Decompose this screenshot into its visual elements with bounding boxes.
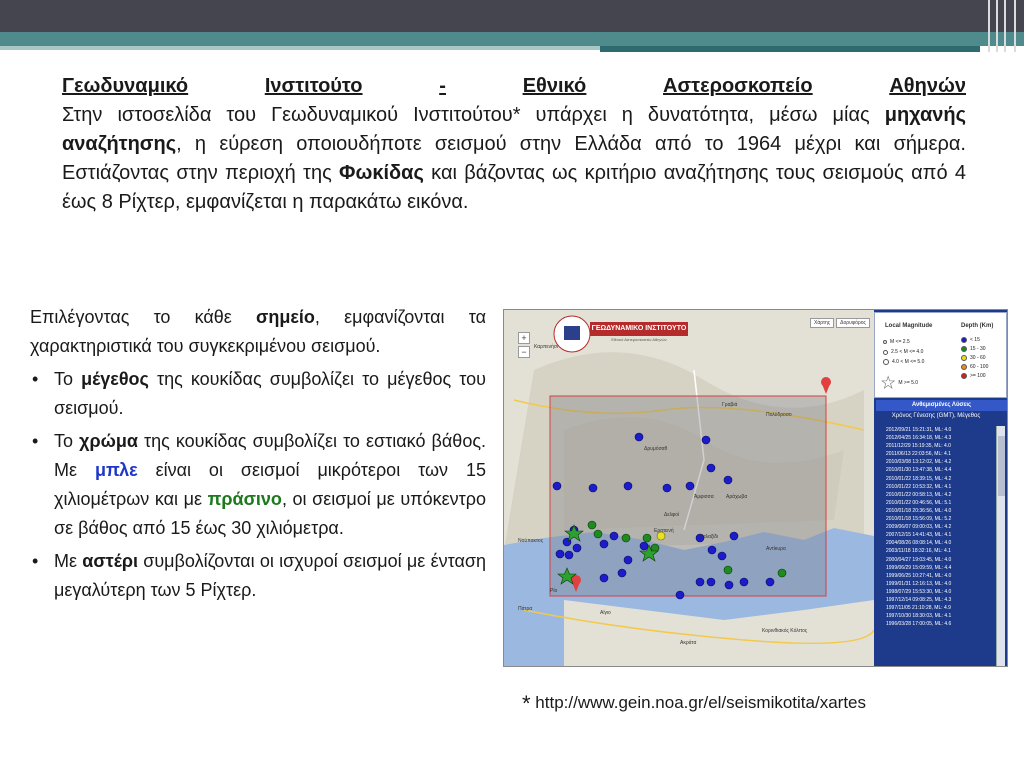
place-label: Κορινθιακός Κόλπος <box>762 628 808 634</box>
title-word: Αστεροσκοπείο <box>663 75 813 97</box>
size-term: μέγεθος <box>81 369 149 389</box>
map-view-button[interactable]: Χάρτης <box>810 318 834 328</box>
legend-mag-row: M <= 2.5 <box>890 339 910 345</box>
quake-list-item[interactable]: 1997/11/05 21:10:28, ML: 4.9 <box>886 605 951 612</box>
place-label: Ρίο <box>550 588 558 594</box>
place-label: Πάτρα <box>518 606 533 612</box>
earthquake-map-screenshot <box>503 309 1008 667</box>
quake-list-item[interactable]: 2010/01/18 20:36:56, ML: 4.0 <box>886 507 952 514</box>
legend-depth-title: Depth (Km) <box>961 323 994 329</box>
quake-list-item[interactable]: 2004/08/26 08:08:14, ML: 4.0 <box>886 540 952 547</box>
explanation-column <box>30 303 486 605</box>
quake-list-item[interactable]: 1999/06/29 15:09:59, ML: 4.4 <box>886 564 952 571</box>
quake-list-item[interactable]: 2010/01/22 00:46:56, ML: 5.1 <box>886 499 952 506</box>
intro-text-part: Στην ιστοσελίδα του Γεωδυναμικού Ινστιτούτου* υπάρχει η δυνατότητα, μέσω μίας <box>62 104 885 126</box>
map-canvas[interactable] <box>504 310 874 667</box>
bullet-icon: • <box>32 369 39 389</box>
quake-list-item[interactable]: 2010/01/22 10:53:32, ML: 4.1 <box>886 483 952 490</box>
zoom-controls <box>518 332 532 360</box>
quake-list-item[interactable]: 2009/06/07 09:00:03, ML: 4.2 <box>886 524 952 531</box>
footnote-star: * <box>522 691 531 716</box>
slide-title <box>62 72 966 101</box>
header-band-light <box>0 46 600 50</box>
source-url-link[interactable]: http://www.gein.noa.gr/el/seismikotita/xartes <box>535 693 866 712</box>
institute-banner: ΓΕΩΔΥΝΑΜΙΚΟ ΙΝΣΤΙΤΟΥΤΟ <box>590 322 688 336</box>
point-term: σημείο <box>256 307 315 327</box>
place-label: Άμφισσα <box>694 494 714 500</box>
place-label: Αράχωβα <box>726 494 748 500</box>
intro-text-part: , η εύρεση οποιουδήποτε σεισμού στην Ελλάδα από το 1964 μέχρι και σήμερα. Εστιάζοντας στην περιοχή της <box>62 133 966 184</box>
quake-list-item[interactable]: 1997/12/14 09:08:25, ML: 4.3 <box>886 596 952 603</box>
bullet-icon: • <box>32 551 39 571</box>
color-term: χρώμα <box>79 431 138 451</box>
zoom-in-button[interactable]: + <box>518 332 530 344</box>
zoom-out-button[interactable]: − <box>518 346 530 358</box>
results-list-title: Ανθεμισμένες Λύσεις <box>876 400 1007 411</box>
map-type-switcher <box>810 318 870 328</box>
legend <box>874 312 1007 398</box>
legend-magnitude-title: Local Magnitude <box>885 323 933 329</box>
quake-list-item[interactable]: 1999/06/25 10:27:41, ML: 4.0 <box>886 572 952 579</box>
quake-list-item[interactable]: 2010/01/18 15:56:09, ML: 5.2 <box>886 516 952 523</box>
place-label: Αίγιο <box>600 610 611 616</box>
place-label: Αντίκυρα <box>766 546 786 552</box>
list-item: • Το χρώμα της κουκίδας συμβολίζει το εστιακό βάθος. Με μπλε είναι οι σεισμοί μικρότεροι των 15 χιλιομέτρων και με πράσινο, οι σεισμοί με υπόκεντρο σε βάθος από 15 έως 30 χιλιόμετρα. <box>30 427 486 543</box>
institute-banner-sub: Εθνικό Αστεροσκοπείο Αθηνών <box>611 337 667 342</box>
green-term: πράσινο <box>207 489 282 509</box>
place-label: Πολύδροσο <box>766 412 792 418</box>
quake-list-item[interactable]: 2011/12/29 15:19:35, ML: 4.0 <box>886 443 951 450</box>
quake-list-item[interactable]: 2007/12/15 14:41:43, ML: 4.1 <box>886 532 952 539</box>
results-scrollbar[interactable] <box>996 426 1005 666</box>
place-label: Γαλαξίδι <box>700 534 719 540</box>
title-word: Γεωδυναμικό <box>62 75 189 97</box>
header-band-accent <box>600 46 980 52</box>
legend-depth-row: 30 - 60 <box>970 355 986 361</box>
scroll-thumb[interactable] <box>998 436 1005 496</box>
legend-depth-row: 60 - 100 <box>970 364 989 370</box>
fokida-term: Φωκίδας <box>339 162 424 184</box>
legend-depth-row: >= 100 <box>970 373 986 379</box>
place-label: Δρυμόσαθ <box>644 446 668 452</box>
intro-paragraph <box>62 72 966 217</box>
list-item: • Με αστέρι συμβολίζονται οι ισχυροί σεισμοί με ένταση μεγαλύτερη των 5 Ρίχτερ. <box>30 547 486 605</box>
title-word: - <box>439 75 446 97</box>
blue-term: μπλε <box>94 460 138 480</box>
quake-results-list <box>886 426 994 628</box>
quake-list-item[interactable]: 1999/01/31 12:16:13, ML: 4.0 <box>886 580 952 587</box>
title-word: Ινστιτούτο <box>264 75 363 97</box>
place-label: Γραβιά <box>722 402 738 408</box>
header-band-dark <box>0 0 1024 32</box>
legend-mag-row: 2.5 < M <= 4.0 <box>891 349 924 355</box>
legend-depth-row: < 15 <box>970 337 980 343</box>
intro-text <box>62 101 966 217</box>
bullet-icon: • <box>32 431 39 451</box>
quake-list-item[interactable]: 2010/01/30 13:47:38, ML: 4.4 <box>886 467 952 474</box>
legend-mag-row: 4.0 < M <= 5.0 <box>892 359 925 365</box>
quake-list-item[interactable]: 2011/06/13 22:03:56, ML: 4.1 <box>886 451 951 458</box>
legend-mag-row: M >= 5.0 <box>898 380 919 386</box>
title-word: Εθνικό <box>522 75 587 97</box>
quake-list-item[interactable]: 2010/03/08 13:12:02, ML: 4.2 <box>886 459 952 466</box>
star-legend-icon: ★ <box>881 375 896 392</box>
legend-depth-row: 15 - 30 <box>970 346 986 352</box>
explanation-intro: Επιλέγοντας το κάθε σημείο, εμφανίζονται τα χαρακτηριστικά του συγκεκριμένου σεισμού. <box>30 307 486 356</box>
quake-list-item[interactable]: 2000/04/27 19:03:45, ML: 4.0 <box>886 556 952 563</box>
title-word: Αθηνών <box>889 75 966 97</box>
quake-list-item[interactable]: 2010/01/22 00:58:13, ML: 4.2 <box>886 491 952 498</box>
place-label: Ακράτα <box>680 640 697 646</box>
quake-list-item[interactable]: 1998/07/29 15:53:30, ML: 4.0 <box>886 588 952 595</box>
header-band-teal <box>0 32 1024 46</box>
quake-list-item[interactable]: 2012/04/25 16:34:18, ML: 4.3 <box>886 435 952 442</box>
quake-list-item[interactable]: 1997/10/30 18:30:03, ML: 4.1 <box>886 613 952 620</box>
source-footnote <box>522 691 866 717</box>
quake-list-item[interactable]: 2003/11/18 18:32:16, ML: 4.1 <box>886 548 951 555</box>
results-list-header: Χρόνος Γένεσης (GMT), Μέγεθος <box>891 413 981 419</box>
quake-list-item[interactable]: 2010/01/22 18:39:15, ML: 4.2 <box>886 475 952 482</box>
place-label: Ερατεινή <box>654 528 674 534</box>
quake-list-item[interactable]: 1996/03/28 17:00:05, ML: 4.6 <box>886 621 952 628</box>
corner-decoration <box>984 0 1024 52</box>
star-term: αστέρι <box>82 551 138 571</box>
search-engine-term: μηχανής αναζήτησης <box>62 104 966 155</box>
place-label: Ναύπακτος <box>518 538 544 544</box>
place-label: Δελφοί <box>664 512 680 518</box>
satellite-view-button[interactable]: Δορυφόρος <box>836 318 870 328</box>
place-label: Καρπενήσι <box>534 344 559 350</box>
list-item: • Το μέγεθος της κουκίδας συμβολίζει το μέγεθος του σεισμού. <box>30 365 486 423</box>
intro-text-part: και βάζοντας ως κριτήριο αναζήτησης τους σεισμούς από 4 έως 8 Ρίχτερ, εμφανίζεται η παρακάτω εικόνα. <box>62 162 966 213</box>
quake-list-item[interactable]: 2012/09/21 15:21:31, ML: 4.0 <box>886 427 952 433</box>
explanation-list <box>30 365 486 605</box>
